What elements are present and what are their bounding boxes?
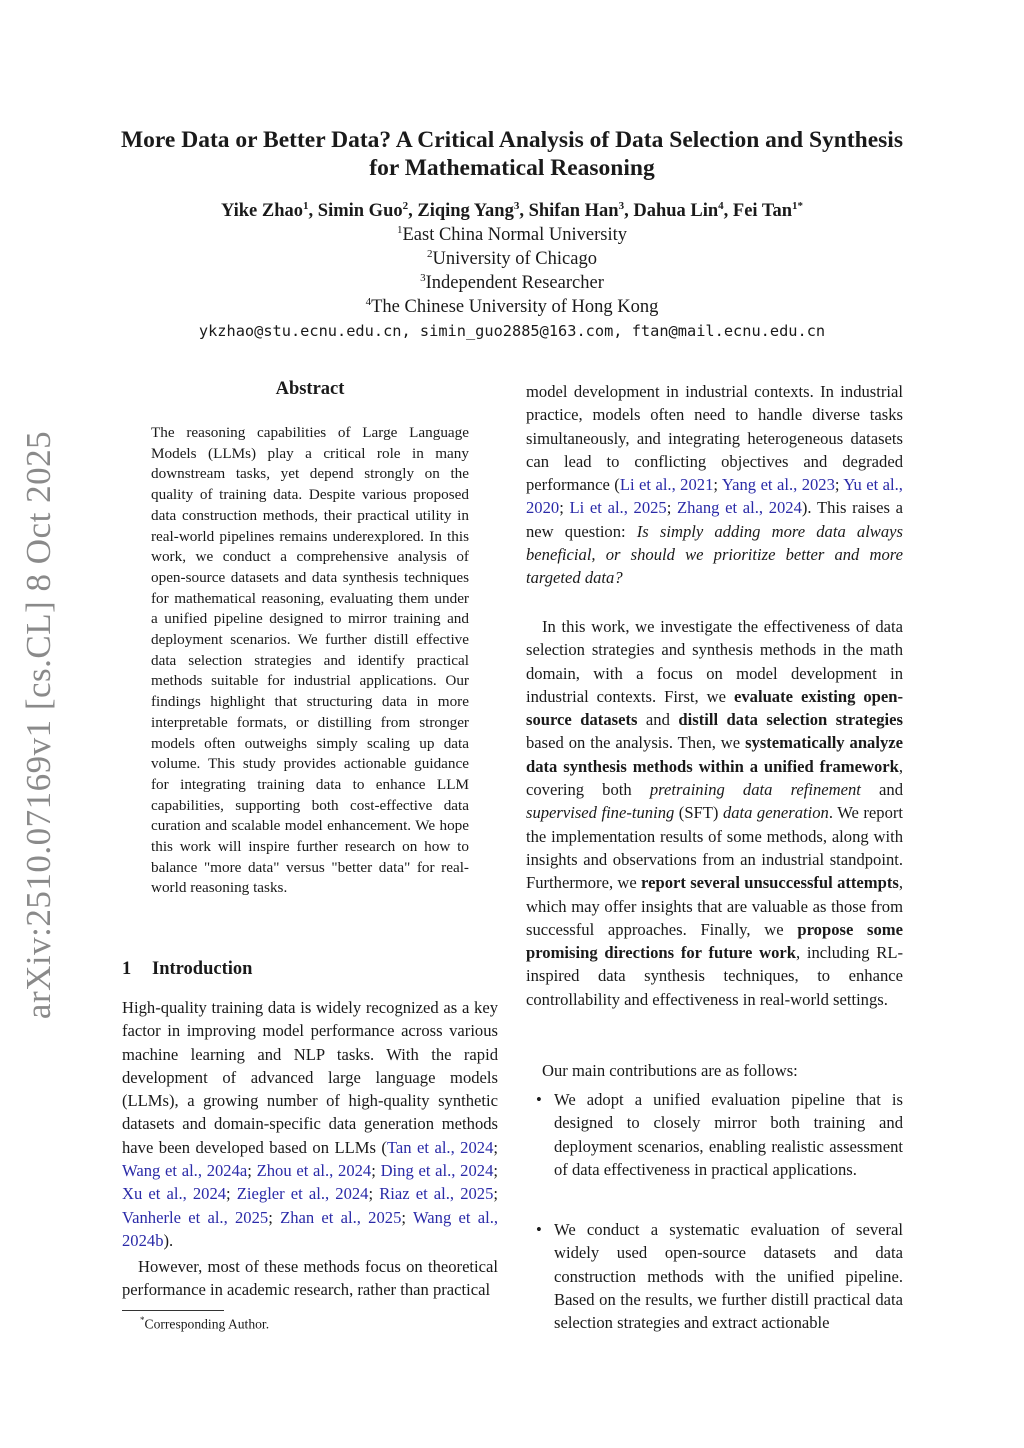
intro-paragraph-2	[122, 1255, 498, 1302]
citation-link[interactable]: Tan et al., 2024	[386, 1137, 494, 1157]
affiliation: $^4$The Chinese University of Hong Kong	[365, 296, 659, 318]
abstract-body: The reasoning capabilities of Large Language Models (LLMs) play a critical role in many downstream tasks, yet depend strongly on the quality of training data. Despite various proposed data construction methods, their practical utility in real-world pipelines remains underexplored. In this work, we conduct a comprehensive analysis of open-source datasets and data synthesis techniques for mathematical reasoning, evaluating them under a unified pipeline designed to mirror training and deployment scenarios. We further distill effective data selection strategies and identify practical methods suitable for industrial applications. Our findings highlight that structuring data in more interpretable formats, or distilling from stronger models often outweighs simply scaling up data volume. This study provides actionable guidance for integrating training data to enhance LLM capabilities, supporting both cost-effective data curation and scalable model enhancement. We hope this work will inspire further research on how to balance "more data" versus "better data" for real-world reasoning tasks.	[151, 424, 469, 897]
intro-paragraph-3: In this work, we investigate the effectiveness of data selection strategies and synthesis methods in the math domain, with a focus on model development in industrial contexts. First, we evaluate existing open-source datasets and distill data selection strategies based on the analysis. Then, we systematically analyze data synthesis methods within a unified framework, covering both pretraining data refinement and supervised fine-tuning (SFT) data generation. We report the implementation results of some methods, along with insights and observations from an industrial standpoint. Furthermore, we report several unsuccessful attempts, which may offer insights that are valuable as those from successful approaches. Finally, we propose some promising directions for future work, including RL-inspired data synthesis techniques, to enhance controllability and effectiveness in real-world settings.	[526, 617, 904, 1009]
citation-link[interactable]: Zhang et al., 2024	[677, 498, 802, 518]
citation-link[interactable]: Wang et al., 2024b	[122, 1207, 499, 1250]
author-list: Yike Zhao$^1$, Simin Guo$^2$, Ziqing Yang$^3$, Shifan Han$^3$, Dahua Lin$^4$, Fei Tan$^{1*}$	[220, 200, 804, 222]
author: Fei Tan$^{1*}$	[732, 200, 804, 222]
author: Ziqing Yang$^3$	[417, 200, 520, 222]
contribution-bullet: • We adopt a unified evaluation pipeline that is designed to closely mirror both training and deployment scenarios, enabling realistic assessment of data effectiveness in practical applications.	[536, 1090, 903, 1179]
paragraph-text-continued: model development in industrial contexts. In industrial practice, models often need to handle diverse tasks simultaneously, and integrating heterogeneous datasets can lead to conflicting objectives and degraded performance (	[526, 382, 903, 495]
affiliation: $^3$Independent Researcher	[420, 272, 604, 294]
citation-link[interactable]: Yu et al., 2020	[526, 475, 903, 518]
footnote-divider	[122, 1310, 224, 1311]
citation-link[interactable]: Li et al., 2021	[619, 475, 714, 495]
citation-link[interactable]: Vanherle et al., 2025	[122, 1207, 269, 1227]
paper-title: More Data or Better Data? A Critical Analysis of Data Selection and Synthesis for Mathematical Reasoning	[121, 127, 903, 181]
bullet-icon: •	[536, 1090, 542, 1109]
author: Shifan Han$^3$	[528, 200, 625, 222]
citation-link[interactable]: Riaz et al., 2025	[379, 1184, 494, 1204]
affiliation: $^2$University of Chicago	[427, 248, 597, 270]
citation-link[interactable]: Li et al., 2025	[569, 498, 667, 518]
intro-paragraph-2-continued: model development in industrial contexts. In industrial practice, models often need to handle diverse tasks simultaneously, and integrating heterogeneous datasets can lead to conflicting objectives and degraded performance (Li et al., 2021; Yang et al., 2023; Yu et al., 2020; Li et al., 2025; Zhang et al., 2024). This raises a new question: Is simply adding more data always beneficial, or should we prioritize better and more targeted data?	[526, 382, 903, 588]
affiliation: $^1$East China Normal University	[396, 224, 628, 246]
arxiv-sidebar-stamp: arXiv:2510.07169v1 [cs.CL] 8 Oct 2025	[19, 430, 58, 1020]
bullet-icon: •	[536, 1220, 542, 1239]
contributions-intro: Our main contributions are as follows:	[542, 1061, 798, 1080]
citation-link[interactable]: Zhan et al., 2025	[280, 1207, 402, 1227]
citation-link[interactable]: Ziegler et al., 2024	[236, 1184, 369, 1204]
paragraph-text: However, most of these methods focus on theoretical performance in academic research, rather than practical	[122, 1257, 498, 1300]
author: Dahua Lin$^4$	[633, 200, 724, 222]
section-heading: 1 Introduction	[122, 959, 253, 979]
contribution-bullet: • We conduct a systematic evaluation of several widely used open-source datasets and data construction methods with the unified pipeline. Based on the results, we further distill practical data selection strategies and extract actionable	[536, 1220, 903, 1333]
citation-link[interactable]: Xu et al., 2024	[122, 1184, 227, 1204]
author: Simin Guo$^2$	[317, 200, 409, 222]
citation-link[interactable]: Zhou et al., 2024	[256, 1161, 372, 1181]
intro-paragraph-1: High-quality training data is widely recognized as a key factor in improving model performance across various machine learning and NLP tasks. With the rapid development of advanced large language models (LLMs), a growing number of high-quality synthetic datasets and domain-specific data generation methods have been developed based on LLMs (Tan et al., 2024; Wang et al., 2024a; Zhou et al., 2024; Ding et al., 2024; Xu et al., 2024; Ziegler et al., 2024; Riaz et al., 2025; Vanherle et al., 2025; Zhan et al., 2025; Wang et al., 2024b).	[122, 998, 499, 1250]
footnote: *Corresponding Author.	[140, 1315, 270, 1332]
author: Yike Zhao$^1$	[220, 200, 309, 222]
citation-link[interactable]: Yang et al., 2023	[721, 475, 835, 495]
abstract-heading: Abstract	[275, 379, 345, 399]
citation-link[interactable]: Wang et al., 2024a	[122, 1161, 248, 1181]
author-emails: ykzhao@stu.ecnu.edu.cn, simin_guo2885@163.com, ftan@mail.ecnu.edu.cn	[198, 322, 826, 340]
citation-link[interactable]: Ding et al., 2024	[380, 1161, 494, 1181]
